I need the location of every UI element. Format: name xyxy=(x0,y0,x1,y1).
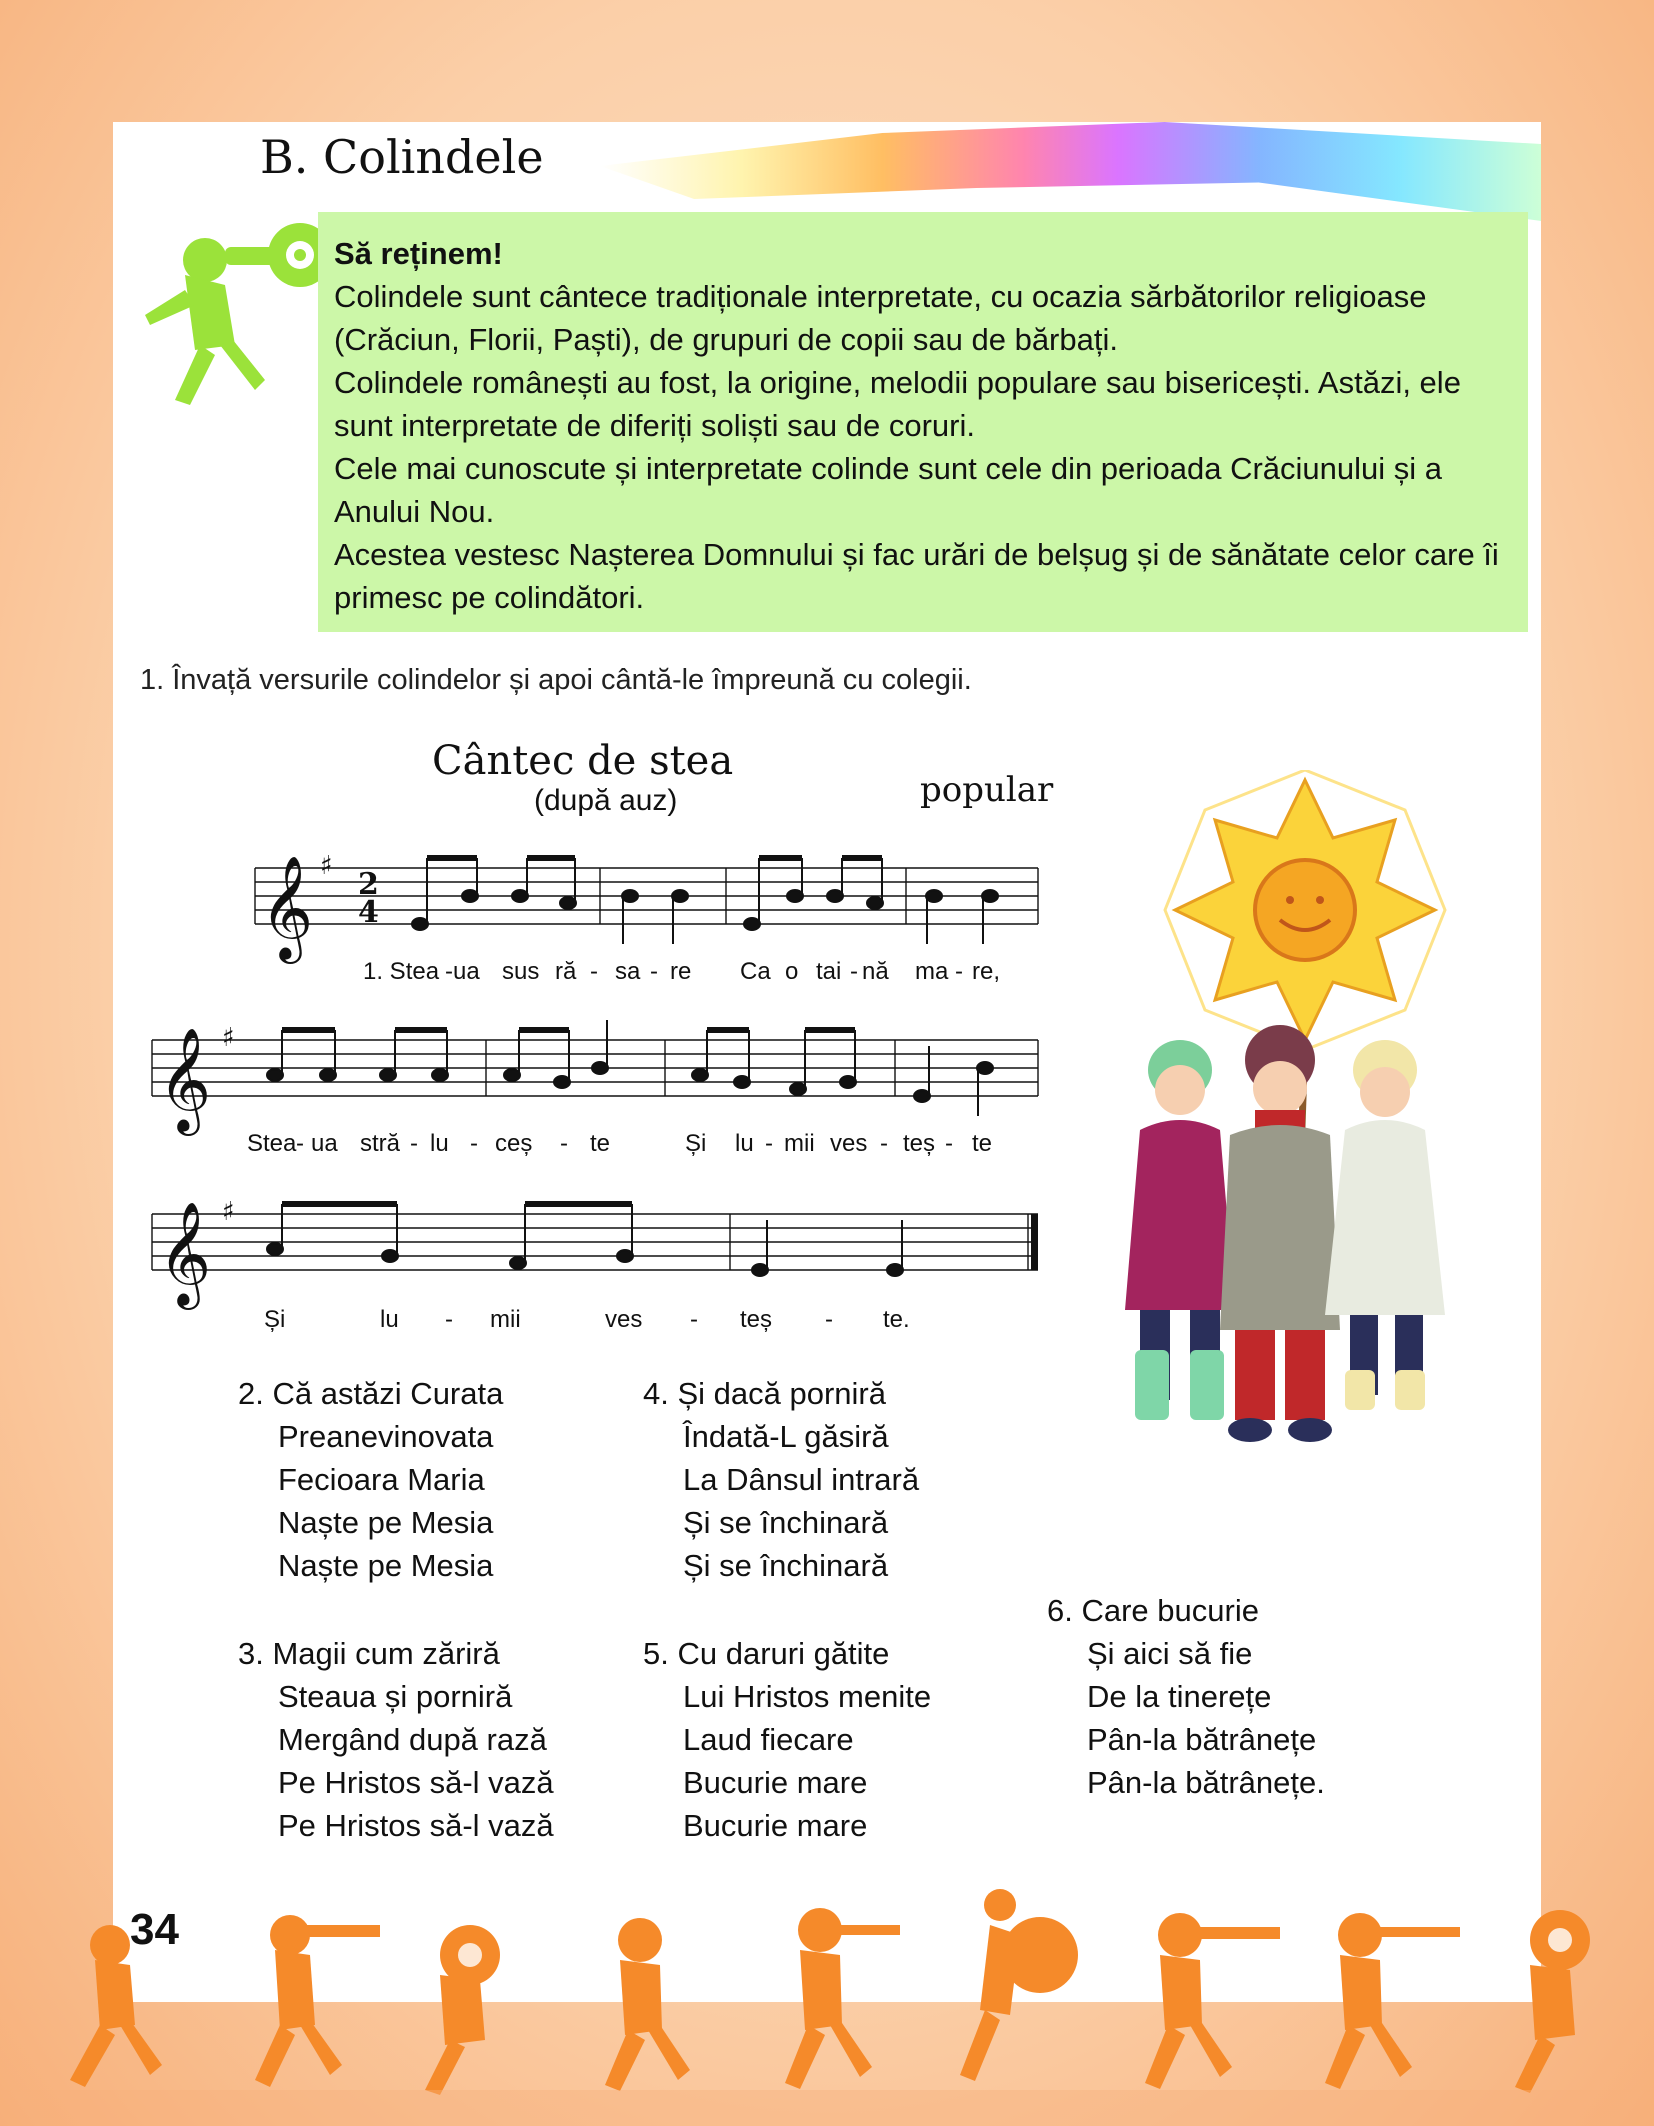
lyric-syllable: - xyxy=(650,958,658,985)
verse-block xyxy=(1047,1589,1325,1804)
musician-silhouette-icon xyxy=(960,1889,1078,2081)
svg-text:♯: ♯ xyxy=(222,1197,235,1227)
verse-line: Preanevinovata xyxy=(278,1419,494,1454)
lyric-syllable: re, xyxy=(972,958,1001,985)
verse-line: Steaua și porniră xyxy=(278,1679,513,1714)
remember-paragraph: Cele mai cunoscute și interpretate colinde sunt cele din perioada Crăciunului și a Anului Nou. xyxy=(334,451,1443,529)
lyric-syllable: ră xyxy=(555,958,577,985)
verse-line: 2. Că astăzi Curata xyxy=(238,1376,504,1411)
verse-line: Și aici să fie xyxy=(1087,1636,1253,1671)
caroler-girl-right xyxy=(1325,1040,1445,1410)
verse-line: Mergând după rază xyxy=(278,1722,547,1757)
star-icon xyxy=(1165,770,1445,1050)
lyric-syllable: nă xyxy=(862,958,889,985)
lyric-syllable: lu xyxy=(430,1130,449,1157)
svg-text:𝄞: 𝄞 xyxy=(158,1027,212,1132)
lyric-syllable: - xyxy=(955,958,963,985)
verse-line: Naște pe Mesia xyxy=(278,1505,494,1540)
verse-line: Și se închinară xyxy=(683,1548,889,1583)
lyric-syllable: Și xyxy=(685,1130,707,1157)
lyric-syllable: - xyxy=(410,1130,418,1157)
lyric-syllable: tai xyxy=(816,958,842,985)
verse-line: Naște pe Mesia xyxy=(278,1548,494,1583)
lyric-syllable: - xyxy=(590,958,598,985)
lyric-syllable: o xyxy=(785,958,799,985)
lyric-syllable: teș xyxy=(740,1306,773,1333)
verse-line: Pe Hristos să-l vază xyxy=(278,1765,554,1800)
lyric-syllable: sa xyxy=(615,958,641,985)
musicians-footer-band xyxy=(0,1865,1654,2126)
lyric-syllable: - xyxy=(560,1130,568,1157)
verse-line: Fecioara Maria xyxy=(278,1462,485,1497)
verse-line: Și se închinară xyxy=(683,1505,889,1540)
musician-silhouette-icon xyxy=(785,1908,900,2089)
lyric-syllable: te xyxy=(590,1130,611,1157)
lyric-syllable: - xyxy=(765,1130,773,1157)
verse-block xyxy=(643,1632,931,1847)
page-number: 34 xyxy=(130,1905,179,1954)
lyric-syllable: - xyxy=(880,1130,888,1157)
musician-silhouette-icon xyxy=(1325,1913,1460,2089)
caroler-girl-left xyxy=(1125,1040,1235,1420)
lyric-syllable: ves xyxy=(605,1306,643,1333)
exercise-instruction: 1. Învață versurile colindelor și apoi cântă-le împreună cu colegii. xyxy=(140,664,972,696)
verse-line: 6. Care bucurie xyxy=(1047,1593,1259,1628)
verse-line: 3. Magii cum zăriră xyxy=(238,1636,500,1671)
lyric-syllable: lu xyxy=(735,1130,754,1157)
musician-silhouette-icon xyxy=(605,1918,690,2091)
remember-heading: Să reținem! xyxy=(334,236,503,271)
svg-text:𝄞: 𝄞 xyxy=(260,855,314,960)
lyric-syllable: Ca xyxy=(740,958,771,985)
lyric-syllable: Stea xyxy=(247,1130,297,1157)
verse-line: Pân-la bătrânețe. xyxy=(1087,1765,1325,1800)
lyric-syllable: - xyxy=(850,958,858,985)
musician-silhouette-icon xyxy=(1515,1910,1590,2093)
time-signature-bottom: 4 xyxy=(358,895,379,930)
verse-line: De la tinerețe xyxy=(1087,1679,1272,1714)
verse-line: 4. Și dacă porniră xyxy=(643,1376,886,1411)
carolers-star-illustration xyxy=(1085,770,1465,1470)
lyric-syllable: teș xyxy=(903,1130,936,1157)
remember-paragraph: Colindele românești au fost, la origine, melodii populare sau bisericești. Astăzi, ele sunt interpretate de diferiți soliști sau de coruri. xyxy=(334,365,1461,443)
verse-line: Laud fiecare xyxy=(683,1722,854,1757)
lyric-syllable: ua xyxy=(311,1130,338,1157)
musician-silhouette-icon xyxy=(255,1915,380,2087)
verse-line: 5. Cu daruri gătite xyxy=(643,1636,890,1671)
caroler-boy-middle xyxy=(1220,1025,1340,1442)
lyric-syllable: 1. Stea xyxy=(363,958,440,985)
lyric-syllable: te. xyxy=(883,1306,910,1333)
song-title: Cântec de stea xyxy=(432,738,734,784)
lyric-syllable: ves xyxy=(830,1130,868,1157)
musician-silhouette-icon xyxy=(1145,1913,1280,2089)
svg-text:♯: ♯ xyxy=(320,851,333,881)
lyric-syllable: mii xyxy=(784,1130,815,1157)
lyric-syllable: - xyxy=(690,1306,698,1333)
lyric-syllable: Și xyxy=(264,1306,286,1333)
lyric-syllable: mii xyxy=(490,1306,521,1333)
musician-silhouette-icon xyxy=(425,1925,500,2095)
verse-line: Îndată-L găsiră xyxy=(683,1419,889,1454)
section-title: B. Colindele xyxy=(260,130,544,184)
verse-block xyxy=(238,1372,503,1587)
verse-line: La Dânsul intrară xyxy=(683,1462,920,1497)
lyric-syllable: - xyxy=(945,1130,953,1157)
svg-text:𝄞: 𝄞 xyxy=(158,1201,212,1306)
verse-block xyxy=(643,1372,919,1587)
song-subtitle: (după auz) xyxy=(534,784,678,817)
verse-line: Bucurie mare xyxy=(683,1808,868,1843)
lyric-syllable: lu xyxy=(380,1306,399,1333)
lyric-syllable: ma xyxy=(915,958,949,985)
verse-line: Pe Hristos să-l vază xyxy=(278,1808,554,1843)
remember-paragraph: Acestea vestesc Nașterea Domnului și fac urări de belșug și de sănătate celor care îi primesc pe colindători. xyxy=(334,537,1499,615)
lyric-syllable: - xyxy=(825,1306,833,1333)
verse-block xyxy=(238,1632,554,1847)
lyric-syllable: - xyxy=(296,1130,304,1157)
verse-line: Pân-la bătrânețe xyxy=(1087,1722,1317,1757)
lyric-syllable: - xyxy=(470,1130,478,1157)
svg-text:♯: ♯ xyxy=(222,1023,235,1053)
verse-line: Bucurie mare xyxy=(683,1765,868,1800)
staff-line-3 xyxy=(152,1214,1038,1270)
lyric-syllable: te xyxy=(972,1130,993,1157)
lyric-syllable: re xyxy=(670,958,692,985)
song-author: popular xyxy=(920,770,1054,810)
lyric-syllable: -ua xyxy=(445,958,480,985)
lyric-syllable: stră xyxy=(360,1130,401,1157)
lyric-syllable: sus xyxy=(502,958,540,985)
time-signature-top: 2 xyxy=(358,867,379,902)
lyric-syllable: ceș xyxy=(495,1130,533,1157)
verse-line: Lui Hristos menite xyxy=(683,1679,932,1714)
lyric-syllable: - xyxy=(445,1306,453,1333)
remember-paragraph: Colindele sunt cântece tradiționale interpretate, cu ocazia sărbătorilor religioase (Crăciun, Florii, Paști), de grupuri de copii sau de bărbați. xyxy=(334,279,1427,357)
